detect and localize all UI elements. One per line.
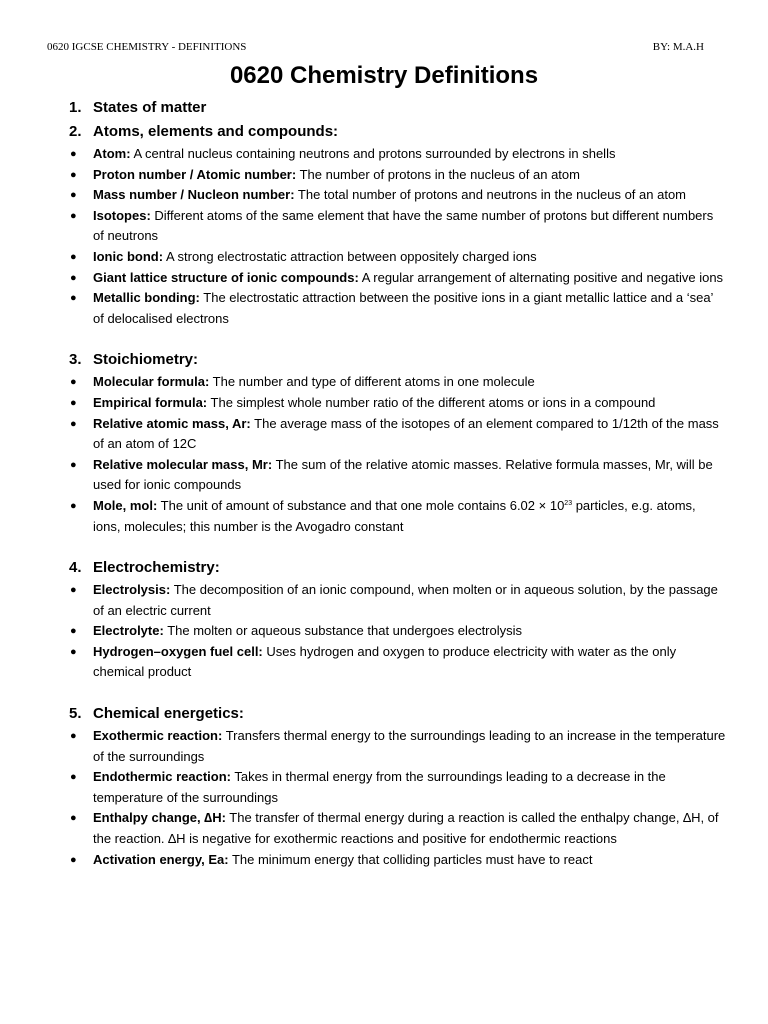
definition-text: The average mass of the isotopes of an element compared to 1/12th of the mass of an atom of 12C xyxy=(93,415,719,452)
section-heading xyxy=(66,120,726,144)
definition-text: The unit of amount of substance and that one mole contains 6.02 × 10 xyxy=(157,497,565,513)
definition-term: Empirical formula: xyxy=(93,394,208,410)
definition-term: Mass number / Nucleon number: xyxy=(93,187,295,203)
definition-item xyxy=(66,414,726,455)
section-title: States of matter xyxy=(93,99,207,116)
definition-term: Electrolyte: xyxy=(93,623,164,639)
definition-text: The number and type of different atoms in one molecule xyxy=(209,374,535,390)
bullet-icon: ● xyxy=(70,209,77,222)
section-heading xyxy=(66,702,726,726)
bullet-icon: ● xyxy=(70,148,77,160)
bullet-icon: ● xyxy=(70,812,77,825)
section-heading xyxy=(66,96,726,120)
definition-item xyxy=(66,642,726,683)
section-number: 1. xyxy=(69,99,82,116)
page-header xyxy=(47,41,704,57)
definition-term: Activation energy, Ea: xyxy=(93,851,229,867)
definition-text: Takes in thermal energy from the surroundings leading to a decrease in the temperature of the surroundings xyxy=(93,769,666,805)
bullet-icon: ● xyxy=(70,771,77,784)
definition-item xyxy=(66,165,726,186)
definition-item xyxy=(66,850,726,871)
section-number: 4. xyxy=(69,559,82,577)
bullet-icon: ● xyxy=(70,376,77,389)
definition-item xyxy=(66,496,726,537)
section-number: 3. xyxy=(69,351,82,369)
definition-text: Transfers thermal energy to the surroundings leading to an increase in the temperature of the surroundings xyxy=(93,728,726,764)
definition-term: Exothermic reaction: xyxy=(93,728,223,744)
definition-term: Ionic bond: xyxy=(93,248,164,264)
definition-term: Metallic bonding: xyxy=(93,290,200,306)
bullet-icon: ● xyxy=(70,645,77,658)
definition-item xyxy=(66,185,726,206)
section-spacer xyxy=(66,683,726,702)
definition-item xyxy=(66,206,726,247)
bullet-icon: ● xyxy=(70,853,77,866)
definition-term: Hydrogen–oxygen fuel cell: xyxy=(93,643,263,659)
definition-text: The electrostatic attraction between the positive ions in a giant metallic lattice and a ‘sea’ of delocalised electrons xyxy=(93,290,713,326)
definition-item xyxy=(66,580,726,621)
definitions-list xyxy=(66,96,726,870)
definition-term: Giant lattice structure of ionic compounds: xyxy=(93,269,359,285)
definition-item xyxy=(66,268,726,289)
definition-text: Different atoms of the same element that have the same number of protons but different numbers of neutrons xyxy=(93,207,714,244)
definition-term: Endothermic reaction: xyxy=(93,769,231,785)
section-title: Stoichiometry: xyxy=(93,351,199,369)
definition-text: The minimum energy that colliding particles must have to react xyxy=(228,851,593,867)
definition-item xyxy=(66,808,726,849)
definition-text: A central nucleus containing neutrons and protons surrounded by electrons in shells xyxy=(130,146,616,161)
section-heading xyxy=(66,556,726,580)
definition-term: Relative molecular mass, Mr: xyxy=(93,456,273,472)
definition-text: The sum of the relative atomic masses. Relative formula masses, Mr, will be used for ionic compounds xyxy=(93,456,713,493)
header-left: 0620 IGCSE CHEMISTRY - DEFINITIONS xyxy=(47,41,247,53)
page-title: 0620 Chemistry Definitions xyxy=(229,62,539,89)
definition-item xyxy=(66,455,726,496)
definition-item xyxy=(66,767,726,808)
bullet-icon: ● xyxy=(70,292,77,305)
superscript: 23 xyxy=(564,499,573,507)
bullet-icon: ● xyxy=(70,396,77,409)
definition-term: Molecular formula: xyxy=(93,374,210,390)
definition-text: A regular arrangement of alternating positive and negative ions xyxy=(358,269,724,285)
definition-term: Relative atomic mass, Ar: xyxy=(93,415,251,431)
definition-term: Electrolysis: xyxy=(93,582,171,598)
definition-term: Proton number / Atomic number: xyxy=(93,166,297,182)
definition-item xyxy=(66,621,726,642)
bullet-icon: ● xyxy=(70,458,77,471)
section-spacer xyxy=(66,329,726,348)
definition-text: The simplest whole number ratio of the different atoms or ions in a compound xyxy=(207,394,656,410)
bullet-icon: ● xyxy=(70,625,77,638)
definition-text-continued: particles, e.g. atoms, ions, molecules; this number is the Avogadro constant xyxy=(93,497,696,534)
definition-text: The transfer of thermal energy during a reaction is called the enthalpy change, ∆H, of the reaction. ∆H is negative for exothermic reactions and positive for endothermic reactions xyxy=(93,810,719,847)
definition-text: The total number of protons and neutrons in the nucleus of an atom xyxy=(294,187,687,203)
definition-text: The number of protons in the nucleus of an atom xyxy=(296,166,580,182)
definition-text: The molten or aqueous substance that undergoes electrolysis xyxy=(163,623,523,639)
section-spacer xyxy=(66,537,726,556)
definition-item xyxy=(66,726,726,767)
section-title: Electrochemistry: xyxy=(93,559,220,577)
definition-item xyxy=(66,247,726,268)
definition-term: Atom: xyxy=(93,146,131,161)
bullet-icon: ● xyxy=(70,499,77,512)
section-title: Chemical energetics: xyxy=(93,705,244,723)
definition-term: Mole, mol: xyxy=(93,497,158,513)
header-right: BY: M.A.H xyxy=(652,41,704,53)
bullet-icon: ● xyxy=(70,271,77,284)
bullet-icon: ● xyxy=(70,168,77,181)
section-number: 5. xyxy=(69,705,82,723)
definition-item xyxy=(66,288,726,329)
definition-term: Isotopes: xyxy=(93,207,151,223)
section-title: Atoms, elements and compounds: xyxy=(93,123,339,140)
definition-text: Uses hydrogen and oxygen to produce electricity with water as the only chemical product xyxy=(93,643,677,680)
definition-term: Enthalpy change, ∆H: xyxy=(93,810,226,826)
bullet-icon: ● xyxy=(70,584,77,597)
definition-text: The decomposition of an ionic compound, when molten or in aqueous solution, by the passage of an electric current xyxy=(93,582,718,618)
definition-item xyxy=(66,144,726,165)
bullet-icon: ● xyxy=(70,250,77,263)
definition-item xyxy=(66,393,726,414)
section-heading xyxy=(66,348,726,372)
definition-text: A strong electrostatic attraction between oppositely charged ions xyxy=(163,248,537,264)
definition-item xyxy=(66,372,726,393)
bullet-icon: ● xyxy=(70,189,77,202)
section-number: 2. xyxy=(69,123,82,140)
bullet-icon: ● xyxy=(70,730,77,743)
bullet-icon: ● xyxy=(70,417,77,430)
